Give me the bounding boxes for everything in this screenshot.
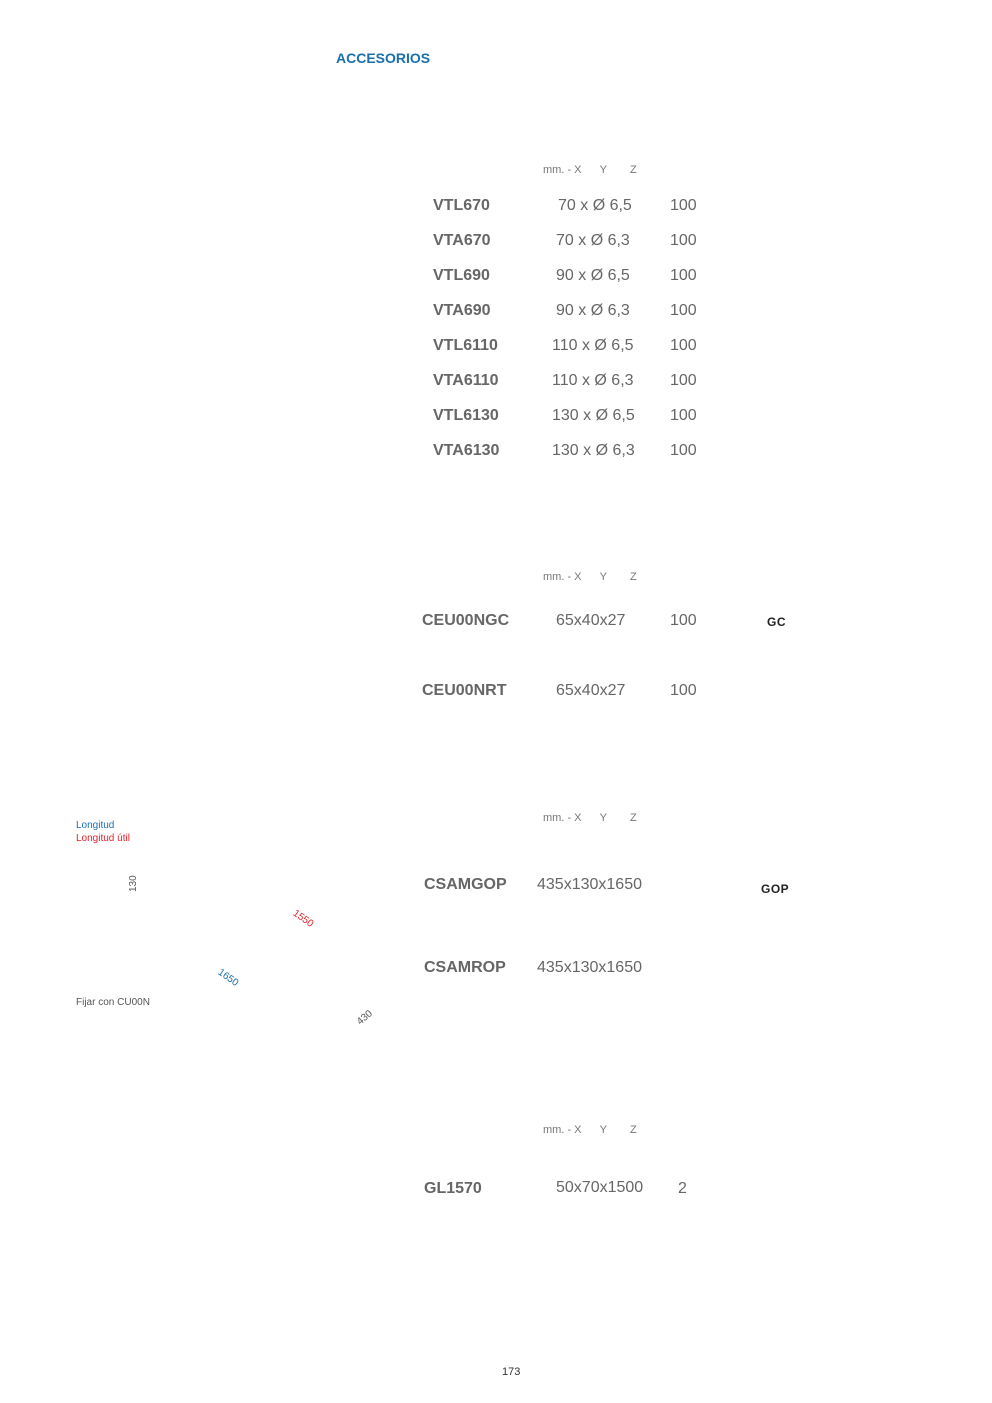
page-number: 173 xyxy=(502,1366,521,1378)
product-quantity: 100 xyxy=(670,197,697,214)
header-y: Y xyxy=(599,1124,607,1136)
finish-label: GC xyxy=(767,615,786,629)
product-code: CSAMROP xyxy=(424,959,506,976)
product-quantity: 2 xyxy=(678,1180,687,1197)
product-dimensions: 130 x Ø 6,5 xyxy=(552,407,635,424)
product-code: VTL6130 xyxy=(433,407,499,424)
table-header xyxy=(543,1124,637,1136)
product-code: CEU00NRT xyxy=(422,682,507,699)
product-quantity: 100 xyxy=(670,372,697,389)
table-header xyxy=(543,571,637,583)
product-dimensions: 110 x Ø 6,3 xyxy=(552,372,634,389)
product-dimensions: 90 x Ø 6,5 xyxy=(556,267,630,284)
page-title: ACCESORIOS xyxy=(336,50,431,66)
header-unit-x: mm. - X xyxy=(543,571,582,583)
product-quantity: 100 xyxy=(670,267,697,284)
product-code: VTA690 xyxy=(433,302,491,319)
header-unit-x: mm. - X xyxy=(543,164,582,176)
product-code: VTA6110 xyxy=(433,372,499,389)
product-quantity: 100 xyxy=(670,407,697,424)
header-y: Y xyxy=(599,571,607,583)
product-quantity: 100 xyxy=(670,302,697,319)
header-unit-x: mm. - X xyxy=(543,1124,582,1136)
product-dimensions: 110 x Ø 6,5 xyxy=(552,337,634,354)
product-quantity: 100 xyxy=(670,442,697,459)
header-z: Z xyxy=(629,164,637,176)
product-quantity: 100 xyxy=(670,232,697,249)
product-dimensions: 435x130x1650 xyxy=(537,876,642,893)
product-dimensions: 435x130x1650 xyxy=(537,959,642,976)
dimension-430: 430 xyxy=(355,1008,375,1028)
product-code: CEU00NGC xyxy=(422,612,510,629)
header-z: Z xyxy=(629,571,637,583)
product-code: VTL690 xyxy=(433,267,490,284)
fixing-note: Fijar con CU00N xyxy=(76,997,150,1008)
product-dimensions: 65x40x27 xyxy=(556,612,626,629)
header-y: Y xyxy=(599,812,607,824)
legend-length: Longitud xyxy=(76,820,115,831)
product-dimensions: 50x70x1500 xyxy=(556,1179,644,1196)
product-dimensions: 70 x Ø 6,5 xyxy=(558,197,632,214)
header-unit-x: mm. - X xyxy=(543,812,582,824)
dimension-1650: 1650 xyxy=(215,967,241,989)
finish-label: GOP xyxy=(761,882,790,896)
header-z: Z xyxy=(629,812,637,824)
product-dimensions: 130 x Ø 6,3 xyxy=(552,442,635,459)
dimension-130: 130 xyxy=(128,875,139,892)
product-dimensions: 90 x Ø 6,3 xyxy=(556,302,630,319)
product-code: VTL670 xyxy=(433,197,490,214)
product-code: VTL6110 xyxy=(433,337,498,354)
product-quantity: 100 xyxy=(670,682,697,699)
header-z: Z xyxy=(629,1124,637,1136)
product-code: CSAMGOP xyxy=(424,876,507,893)
legend-useful-length: Longitud útil xyxy=(76,833,130,844)
header-y: Y xyxy=(599,164,607,176)
product-code: VTA670 xyxy=(433,232,491,249)
product-quantity: 100 xyxy=(670,337,697,354)
table-header xyxy=(543,164,637,176)
product-code: GL1570 xyxy=(424,1180,482,1197)
product-quantity: 100 xyxy=(670,612,697,629)
dimension-1550: 1550 xyxy=(290,908,316,930)
table-header xyxy=(543,812,637,824)
product-dimensions: 70 x Ø 6,3 xyxy=(556,232,630,249)
product-code: VTA6130 xyxy=(433,442,500,459)
product-dimensions: 65x40x27 xyxy=(556,682,626,699)
